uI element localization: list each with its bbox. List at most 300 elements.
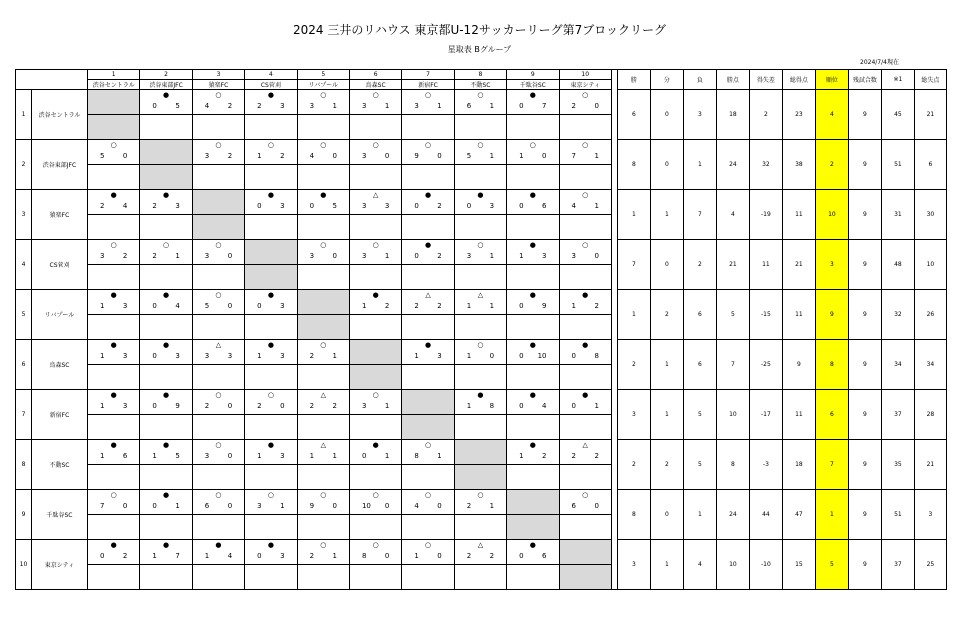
goals-for: 1 bbox=[204, 552, 210, 560]
stat-cell: 9 bbox=[848, 540, 881, 590]
blank-cell bbox=[140, 215, 192, 240]
blank-cell bbox=[454, 165, 506, 190]
result-mark: ● bbox=[163, 291, 170, 299]
result-mark: ● bbox=[582, 341, 589, 349]
blank-cell bbox=[349, 215, 401, 240]
result-mark: ● bbox=[529, 91, 536, 99]
goals-against: 3 bbox=[384, 202, 390, 210]
goals-for: 4 bbox=[204, 102, 210, 110]
goals-for: 0 bbox=[257, 552, 262, 560]
match-result-cell bbox=[297, 340, 349, 365]
stat-cell: 51 bbox=[881, 490, 914, 540]
match-result-cell bbox=[454, 90, 506, 115]
result-mark: ● bbox=[163, 341, 170, 349]
stat-cell: 2 bbox=[617, 440, 650, 490]
result-mark: ○ bbox=[320, 541, 327, 549]
self-match-cell bbox=[559, 540, 611, 565]
blank-cell bbox=[297, 265, 349, 290]
goals-for: 3 bbox=[414, 102, 419, 110]
stat-cell: 38 bbox=[782, 140, 815, 190]
blank-cell bbox=[454, 265, 506, 290]
blank-cell bbox=[192, 115, 244, 140]
blank-cell bbox=[507, 165, 559, 190]
match-result-cell bbox=[454, 340, 506, 365]
stat-cell: 21 bbox=[914, 440, 946, 490]
goals-against: 1 bbox=[175, 502, 180, 510]
result-mark: △ bbox=[425, 291, 431, 299]
row-team-name: 鳥森SC bbox=[32, 340, 88, 390]
match-result-cell bbox=[88, 290, 140, 315]
row-index: 2 bbox=[16, 140, 32, 190]
goals-against: 4 bbox=[227, 552, 233, 560]
goals-against: 2 bbox=[594, 302, 599, 310]
blank-cell bbox=[402, 115, 454, 140]
goals-against: 0 bbox=[384, 152, 390, 160]
blank-cell bbox=[140, 565, 192, 590]
stat-cell: 34 bbox=[914, 340, 946, 390]
stat-header: 勝点 bbox=[716, 70, 749, 90]
match-result-cell bbox=[349, 90, 401, 115]
match-result-cell bbox=[349, 140, 401, 165]
blank-cell bbox=[402, 165, 454, 190]
goals-for: 6 bbox=[466, 102, 472, 110]
stat-cell: 47 bbox=[782, 490, 815, 540]
blank-cell bbox=[88, 415, 140, 440]
stat-cell: 30 bbox=[914, 190, 946, 240]
goals-against: 3 bbox=[122, 302, 128, 310]
stat-cell: -3 bbox=[749, 440, 782, 490]
result-mark: ○ bbox=[424, 541, 432, 549]
stat-cell: 18 bbox=[716, 90, 749, 140]
match-result-cell bbox=[402, 340, 454, 365]
goals-against: 2 bbox=[227, 102, 233, 110]
goals-for: 2 bbox=[309, 352, 315, 360]
goals-against: 2 bbox=[594, 452, 599, 460]
blank-cell bbox=[88, 315, 140, 340]
match-result-cell bbox=[507, 390, 559, 415]
match-result-cell bbox=[140, 390, 192, 415]
goals-against: 3 bbox=[227, 352, 233, 360]
table-row bbox=[16, 240, 947, 265]
goals-against: 1 bbox=[332, 452, 337, 460]
goals-against: 3 bbox=[437, 352, 442, 360]
goals-for: 2 bbox=[257, 402, 262, 410]
stat-cell: 31 bbox=[881, 190, 914, 240]
goals-against: 9 bbox=[542, 302, 547, 310]
stat-cell: 21 bbox=[716, 240, 749, 290]
goals-against: 1 bbox=[437, 102, 442, 110]
goals-against: 4 bbox=[122, 202, 128, 210]
goals-for: 0 bbox=[519, 102, 524, 110]
goals-for: 0 bbox=[519, 552, 524, 560]
result-mark: ● bbox=[267, 91, 274, 99]
goals-against: 0 bbox=[437, 152, 442, 160]
match-result-cell bbox=[507, 340, 559, 365]
goals-for: 1 bbox=[519, 152, 524, 160]
blank-cell bbox=[349, 115, 401, 140]
goals-against: 1 bbox=[384, 402, 390, 410]
goals-for: 3 bbox=[204, 452, 210, 460]
result-mark: ● bbox=[529, 441, 536, 449]
column-team-name: 東京シティ bbox=[559, 80, 611, 90]
goals-for: 0 bbox=[309, 202, 315, 210]
goals-against: 1 bbox=[489, 502, 495, 510]
goals-against: 5 bbox=[175, 452, 180, 460]
result-mark: ● bbox=[372, 291, 379, 299]
result-mark: ○ bbox=[267, 391, 274, 399]
result-mark: ● bbox=[582, 291, 589, 299]
result-mark: ● bbox=[424, 191, 432, 199]
blank-cell bbox=[140, 265, 192, 290]
blank-cell bbox=[192, 265, 244, 290]
result-mark: ○ bbox=[215, 291, 222, 299]
result-mark: ● bbox=[529, 391, 536, 399]
result-mark: ○ bbox=[215, 391, 222, 399]
goals-against: 8 bbox=[594, 352, 599, 360]
blank-cell bbox=[454, 315, 506, 340]
goals-for: 9 bbox=[309, 502, 315, 510]
goals-against: 0 bbox=[594, 102, 599, 110]
goals-for: 2 bbox=[152, 252, 157, 260]
goals-against: 1 bbox=[594, 402, 599, 410]
match-result-cell bbox=[559, 240, 611, 265]
rank-cell: 10 bbox=[815, 190, 848, 240]
stat-cell: 9 bbox=[848, 140, 881, 190]
goals-against: 1 bbox=[489, 102, 495, 110]
goals-for: 1 bbox=[519, 252, 524, 260]
goals-for: 0 bbox=[571, 352, 576, 360]
goals-for: 1 bbox=[466, 402, 472, 410]
stat-cell: 11 bbox=[782, 190, 815, 240]
match-result-cell bbox=[88, 440, 140, 465]
match-result-cell bbox=[559, 90, 611, 115]
result-mark: ● bbox=[267, 541, 274, 549]
stat-cell: 1 bbox=[683, 490, 716, 540]
blank-cell bbox=[88, 265, 140, 290]
goals-against: 1 bbox=[332, 102, 337, 110]
goals-for: 0 bbox=[519, 302, 524, 310]
result-mark: ● bbox=[477, 391, 484, 399]
stat-cell: 10 bbox=[914, 240, 946, 290]
column-team-name: 不動SC bbox=[454, 80, 506, 90]
result-mark: △ bbox=[372, 191, 379, 199]
row-team-name: リバプール bbox=[32, 290, 88, 340]
blank-cell bbox=[559, 315, 611, 340]
blank-cell bbox=[402, 265, 454, 290]
stat-cell: 23 bbox=[782, 90, 815, 140]
match-result-cell bbox=[245, 440, 297, 465]
goals-against: 3 bbox=[280, 452, 285, 460]
result-mark: ○ bbox=[477, 91, 484, 99]
match-result-cell bbox=[454, 240, 506, 265]
goals-for: 7 bbox=[100, 502, 105, 510]
blank-cell bbox=[507, 215, 559, 240]
goals-for: 1 bbox=[361, 302, 367, 310]
column-number: 6 bbox=[349, 70, 401, 80]
stat-cell: -17 bbox=[749, 390, 782, 440]
stat-cell: 37 bbox=[881, 540, 914, 590]
goals-against: 2 bbox=[489, 552, 495, 560]
result-mark: ● bbox=[110, 441, 117, 449]
rank-cell: 7 bbox=[815, 440, 848, 490]
result-mark: △ bbox=[320, 441, 326, 449]
blank-cell bbox=[402, 565, 454, 590]
stat-cell: -25 bbox=[749, 340, 782, 390]
blank-cell bbox=[245, 165, 297, 190]
row-index: 10 bbox=[16, 540, 32, 590]
blank-cell bbox=[88, 215, 140, 240]
column-team-name: 新宿FC bbox=[402, 80, 454, 90]
goals-against: 4 bbox=[175, 302, 180, 310]
match-result-cell bbox=[88, 390, 140, 415]
stat-cell: 1 bbox=[683, 140, 716, 190]
match-result-cell bbox=[507, 440, 559, 465]
stat-header: 順位 bbox=[815, 70, 848, 90]
stat-header: 残試合数 bbox=[848, 70, 881, 90]
goals-against: 8 bbox=[489, 402, 495, 410]
goals-for: 3 bbox=[361, 252, 367, 260]
blank-cell bbox=[88, 165, 140, 190]
stat-cell: 6 bbox=[683, 340, 716, 390]
page-title: 2024 三井のリハウス 東京都U-12サッカーリーグ第7ブロックリーグ bbox=[293, 23, 666, 37]
blank-cell bbox=[402, 465, 454, 490]
goals-against: 0 bbox=[384, 502, 390, 510]
blank-cell bbox=[454, 415, 506, 440]
match-result-cell bbox=[88, 190, 140, 215]
goals-for: 3 bbox=[257, 502, 262, 510]
result-mark: ● bbox=[424, 341, 432, 349]
goals-for: 3 bbox=[571, 252, 576, 260]
blank-cell bbox=[559, 515, 611, 540]
goals-for: 5 bbox=[100, 152, 105, 160]
row-index: 1 bbox=[16, 90, 32, 140]
match-result-cell bbox=[559, 390, 611, 415]
blank-cell bbox=[88, 365, 140, 390]
result-mark: ● bbox=[372, 441, 379, 449]
stat-cell: 7 bbox=[716, 340, 749, 390]
stat-cell: 5 bbox=[683, 440, 716, 490]
stat-cell: 28 bbox=[914, 390, 946, 440]
stat-cell: 9 bbox=[782, 340, 815, 390]
result-mark: ● bbox=[582, 391, 589, 399]
match-result-cell bbox=[192, 490, 244, 515]
goals-against: 2 bbox=[122, 552, 128, 560]
match-result-cell bbox=[454, 390, 506, 415]
stat-cell: 26 bbox=[914, 290, 946, 340]
stat-cell: 2 bbox=[617, 340, 650, 390]
stat-header: 得失差 bbox=[749, 70, 782, 90]
result-mark: ● bbox=[529, 291, 536, 299]
row-team-name: 猿楽FC bbox=[32, 190, 88, 240]
match-result-cell bbox=[297, 140, 349, 165]
table-row bbox=[16, 290, 947, 315]
goals-against: 3 bbox=[280, 102, 285, 110]
column-number: 10 bbox=[559, 70, 611, 80]
match-result-cell bbox=[192, 140, 244, 165]
blank-cell bbox=[192, 165, 244, 190]
goals-for: 0 bbox=[414, 202, 419, 210]
result-mark: ○ bbox=[320, 341, 327, 349]
match-result-cell bbox=[88, 140, 140, 165]
blank-cell bbox=[192, 365, 244, 390]
result-mark: ● bbox=[110, 541, 117, 549]
self-match-cell bbox=[402, 415, 454, 440]
stat-cell: 5 bbox=[683, 390, 716, 440]
goals-for: 0 bbox=[257, 302, 262, 310]
column-number: 3 bbox=[192, 70, 244, 80]
match-result-cell bbox=[349, 190, 401, 215]
blank-cell bbox=[402, 215, 454, 240]
goals-for: 0 bbox=[466, 202, 472, 210]
self-match-cell bbox=[402, 390, 454, 415]
stat-cell: 7 bbox=[683, 190, 716, 240]
stat-cell: 6 bbox=[617, 90, 650, 140]
match-result-cell bbox=[245, 290, 297, 315]
stat-cell: 3 bbox=[617, 540, 650, 590]
blank-cell bbox=[192, 315, 244, 340]
goals-against: 1 bbox=[384, 252, 390, 260]
match-result-cell bbox=[140, 240, 192, 265]
stat-cell: -19 bbox=[749, 190, 782, 240]
goals-against: 0 bbox=[227, 502, 233, 510]
self-match-cell bbox=[454, 465, 506, 490]
match-result-cell bbox=[192, 540, 244, 565]
goals-for: 1 bbox=[152, 452, 157, 460]
result-mark: ○ bbox=[372, 91, 379, 99]
blank-cell bbox=[559, 265, 611, 290]
result-mark: △ bbox=[477, 291, 484, 299]
goals-for: 3 bbox=[361, 152, 367, 160]
goals-against: 7 bbox=[542, 102, 547, 110]
goals-for: 5 bbox=[466, 152, 472, 160]
goals-for: 1 bbox=[100, 452, 105, 460]
goals-for: 0 bbox=[152, 352, 157, 360]
result-mark: ● bbox=[110, 341, 117, 349]
goals-against: 7 bbox=[175, 552, 180, 560]
result-mark: △ bbox=[320, 391, 326, 399]
goals-against: 0 bbox=[384, 552, 390, 560]
match-result-cell bbox=[402, 190, 454, 215]
blank-cell bbox=[245, 415, 297, 440]
match-result-cell bbox=[402, 290, 454, 315]
goals-for: 6 bbox=[571, 502, 576, 510]
result-mark: ○ bbox=[582, 91, 589, 99]
blank-cell bbox=[454, 365, 506, 390]
rank-cell: 5 bbox=[815, 540, 848, 590]
row-team-name: 千駄谷SC bbox=[32, 490, 88, 540]
goals-for: 8 bbox=[414, 452, 419, 460]
goals-for: 3 bbox=[100, 252, 105, 260]
stat-cell: 9 bbox=[848, 390, 881, 440]
result-mark: ● bbox=[163, 391, 170, 399]
self-match-cell bbox=[507, 490, 559, 515]
match-result-cell bbox=[454, 540, 506, 565]
match-result-cell bbox=[454, 140, 506, 165]
blank-cell bbox=[507, 265, 559, 290]
result-mark: ○ bbox=[529, 141, 536, 149]
goals-against: 1 bbox=[384, 102, 390, 110]
goals-against: 3 bbox=[122, 352, 128, 360]
match-result-cell bbox=[297, 540, 349, 565]
goals-for: 2 bbox=[257, 102, 262, 110]
stat-header: 総失点 bbox=[914, 70, 946, 90]
goals-against: 2 bbox=[122, 252, 128, 260]
stat-cell: 15 bbox=[782, 540, 815, 590]
result-mark: ○ bbox=[110, 141, 117, 149]
blank-cell bbox=[88, 465, 140, 490]
result-mark: △ bbox=[215, 341, 222, 349]
stat-cell: 51 bbox=[881, 140, 914, 190]
stat-cell: 7 bbox=[617, 240, 650, 290]
stat-cell: 9 bbox=[848, 190, 881, 240]
match-result-cell bbox=[349, 490, 401, 515]
goals-for: 4 bbox=[571, 202, 576, 210]
goals-for: 0 bbox=[100, 552, 105, 560]
row-index: 3 bbox=[16, 190, 32, 240]
stat-header: 負 bbox=[683, 70, 716, 90]
blank-cell bbox=[140, 115, 192, 140]
stat-cell: 32 bbox=[881, 290, 914, 340]
goals-against: 3 bbox=[122, 402, 128, 410]
goals-against: 5 bbox=[175, 102, 180, 110]
as-of-date: 2024/7/4現在 bbox=[860, 59, 899, 66]
self-match-cell bbox=[297, 290, 349, 315]
stat-header: 総得点 bbox=[782, 70, 815, 90]
result-mark: ● bbox=[110, 191, 117, 199]
stat-cell: 37 bbox=[881, 390, 914, 440]
match-result-cell bbox=[192, 390, 244, 415]
goals-against: 3 bbox=[175, 352, 180, 360]
match-result-cell bbox=[245, 90, 297, 115]
goals-against: 3 bbox=[542, 252, 547, 260]
result-mark: ● bbox=[163, 441, 170, 449]
goals-for: 0 bbox=[152, 302, 157, 310]
blank-cell bbox=[454, 565, 506, 590]
goals-for: 0 bbox=[257, 202, 262, 210]
goals-against: 2 bbox=[332, 402, 337, 410]
blank-cell bbox=[402, 315, 454, 340]
match-result-cell bbox=[88, 240, 140, 265]
goals-against: 6 bbox=[122, 452, 128, 460]
goals-for: 1 bbox=[414, 352, 419, 360]
row-index: 5 bbox=[16, 290, 32, 340]
rank-cell: 6 bbox=[815, 390, 848, 440]
goals-for: 0 bbox=[361, 452, 367, 460]
goals-for: 2 bbox=[414, 302, 419, 310]
match-result-cell bbox=[507, 140, 559, 165]
match-result-cell bbox=[402, 140, 454, 165]
goals-for: 7 bbox=[571, 152, 576, 160]
goals-for: 1 bbox=[309, 452, 315, 460]
stat-cell: 3 bbox=[683, 90, 716, 140]
column-number: 2 bbox=[140, 70, 192, 80]
result-mark: ● bbox=[267, 441, 274, 449]
match-result-cell bbox=[140, 90, 192, 115]
self-match-cell bbox=[192, 215, 244, 240]
goals-against: 0 bbox=[122, 502, 128, 510]
stat-cell: 1 bbox=[650, 540, 683, 590]
self-match-cell bbox=[297, 315, 349, 340]
goals-against: 0 bbox=[489, 352, 495, 360]
match-result-cell bbox=[559, 190, 611, 215]
goals-against: 3 bbox=[280, 202, 285, 210]
goals-for: 4 bbox=[414, 502, 419, 510]
result-mark: ○ bbox=[267, 141, 274, 149]
goals-for: 0 bbox=[152, 102, 157, 110]
match-result-cell bbox=[559, 290, 611, 315]
blank-cell bbox=[297, 365, 349, 390]
column-team-name: CS菅刈 bbox=[245, 80, 297, 90]
